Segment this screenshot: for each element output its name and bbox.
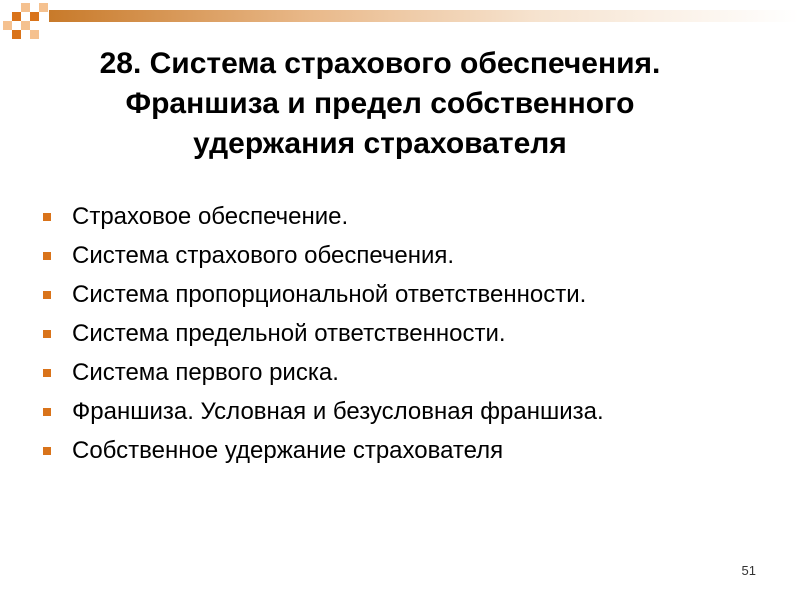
bullet-text: Система предельной ответственности. [72, 320, 506, 347]
bullet-item [40, 319, 760, 349]
header-gradient-band [49, 10, 799, 22]
square-bullet-icon [43, 369, 51, 377]
slide-title [20, 44, 740, 164]
slide-title-line: 28. Система страхового обеспечения. [99, 47, 661, 80]
bullet-text: Собственное удержание страхователя [72, 437, 504, 464]
deco-square-icon [3, 21, 12, 30]
deco-square-icon [39, 3, 48, 12]
square-bullet-icon [43, 408, 51, 416]
bullet-text: Страховое обеспечение. [72, 203, 349, 230]
bullet-item [40, 280, 760, 310]
bullet-item [40, 202, 760, 232]
square-bullet-icon [43, 330, 51, 338]
bullet-text: Система страхового обеспечения. [72, 242, 455, 269]
deco-square-icon [21, 21, 30, 30]
bullet-item [40, 436, 760, 466]
deco-square-icon [21, 3, 30, 12]
bullet-text: Система пропорциональной ответственности. [72, 281, 587, 308]
bullet-text: Система первого риска. [72, 359, 339, 386]
square-bullet-icon [43, 291, 51, 299]
deco-square-icon [30, 12, 39, 21]
square-bullet-icon [43, 252, 51, 260]
bullet-item [40, 397, 632, 427]
deco-square-icon [12, 12, 21, 21]
deco-square-icon [12, 30, 21, 39]
slide-title-line: Франшиза и предел собственного [125, 87, 635, 120]
square-bullet-icon [43, 447, 51, 455]
square-bullet-icon [43, 213, 51, 221]
bullet-list [40, 202, 760, 475]
deco-square-icon [30, 30, 39, 39]
bullet-item [40, 241, 760, 271]
page-number: 51 [741, 563, 756, 578]
slide-title-line: удержания страхователя [193, 127, 567, 160]
bullet-item [40, 358, 760, 388]
bullet-text: Франшиза. Условная и безусловная франшиза. [72, 398, 604, 425]
